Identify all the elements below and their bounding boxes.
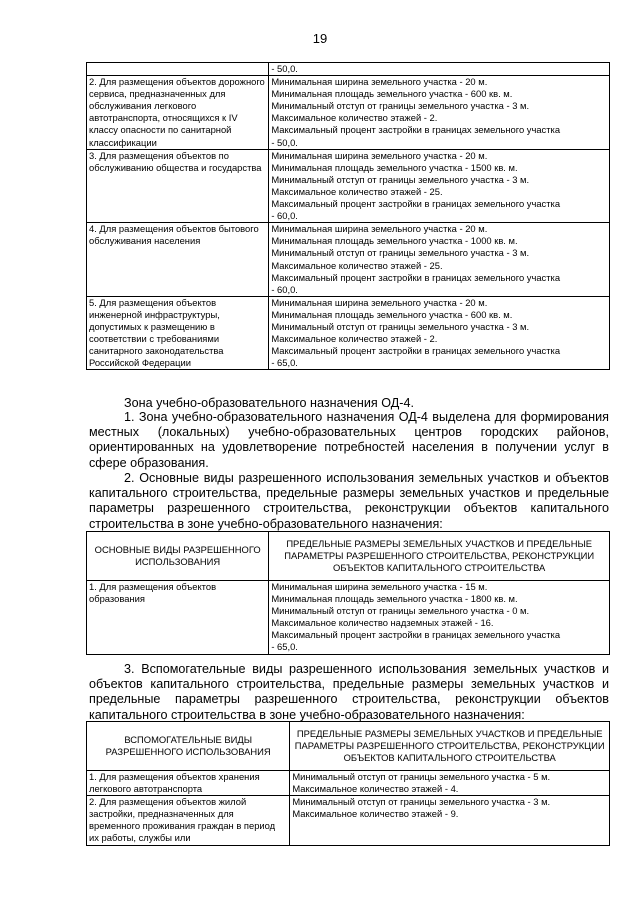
use-type-cell: 2. Для размещения объектов дорожного сервиса, предназначенных для обслуживания легкового автотранспорта, относящихся к IV классу опасности по санитарной классификации bbox=[87, 76, 269, 150]
parameter-line: - 50,0. bbox=[271, 63, 298, 74]
parameter-line: - 65,0. bbox=[271, 641, 298, 653]
parameters-cell bbox=[269, 296, 610, 370]
parameter-line: Максимальное количество этажей - 25. bbox=[271, 259, 443, 271]
parameter-line: - 60,0. bbox=[271, 283, 298, 295]
header-cell-uses: ВСПОМОГАТЕЛЬНЫЕ ВИДЫ РАЗРЕШЕННОГО ИСПОЛЬЗОВАНИЯ bbox=[87, 722, 290, 771]
parameter-line: Максимальное количество этажей - 2. bbox=[271, 333, 438, 345]
table-row bbox=[87, 796, 610, 845]
parameter-line: Максимальный процент застройки в границах земельного участка bbox=[271, 271, 561, 283]
parameter-line: - 50,0. bbox=[271, 136, 298, 148]
parameter-line: Минимальный отступ от границы земельного участка - 3 м. bbox=[271, 173, 530, 185]
parameters-cell bbox=[269, 76, 610, 150]
parameter-line: Максимальное количество этажей - 2. bbox=[271, 112, 438, 124]
parameter-line: Минимальная ширина земельного участка - 15 м. bbox=[271, 581, 488, 592]
parameter-line: Минимальная ширина земельного участка - 20 м. bbox=[271, 76, 488, 88]
table-row bbox=[87, 149, 610, 223]
parameter-line: Минимальная площадь земельного участка - 600 кв. м. bbox=[271, 88, 513, 100]
table-header-row bbox=[87, 532, 610, 581]
parameters-cell bbox=[269, 223, 610, 297]
use-type-cell bbox=[87, 63, 269, 76]
parameter-line: Минимальный отступ от границы земельного участка - 3 м. bbox=[271, 100, 530, 112]
table-row bbox=[87, 581, 610, 655]
parameter-line: Минимальная площадь земельного участка - 1800 кв. м. bbox=[271, 593, 518, 605]
parameters-cell bbox=[269, 149, 610, 223]
parameter-line: Минимальная ширина земельного участка - 20 м. bbox=[271, 149, 488, 161]
table-auxiliary-uses bbox=[86, 721, 610, 846]
table-main-uses bbox=[86, 531, 610, 655]
table-row bbox=[87, 771, 610, 796]
table-row bbox=[87, 223, 610, 297]
use-type-cell: 5. Для размещения объектов инженерной инфраструктуры, допустимых к размещению в соответствии с требованиями санитарного законодательства Российской Федерации bbox=[87, 296, 269, 370]
use-type-cell: 1. Для размещения объектов хранения легкового автотранспорта bbox=[87, 771, 290, 796]
parameter-line: Максимальный процент застройки в границах земельного участка bbox=[271, 198, 561, 210]
table-body bbox=[87, 771, 610, 846]
table-header-row bbox=[87, 722, 610, 771]
table-body bbox=[87, 581, 610, 655]
parameter-line: Минимальная площадь земельного участка - 600 кв. м. bbox=[271, 308, 513, 320]
parameter-line: Минимальная ширина земельного участка - 20 м. bbox=[271, 296, 488, 308]
use-type-cell: 3. Для размещения объектов по обслуживанию общества и государства bbox=[87, 149, 269, 223]
parameter-line: Минимальный отступ от границы земельного участка - 3 м. bbox=[292, 796, 551, 808]
parameter-line: Максимальный процент застройки в границах земельного участка bbox=[271, 345, 561, 357]
table-row bbox=[87, 63, 610, 76]
parameters-cell bbox=[290, 796, 610, 845]
parameter-line: Минимальный отступ от границы земельного участка - 0 м. bbox=[271, 605, 530, 617]
use-type-cell: 1. Для размещения объектов образования bbox=[87, 581, 269, 655]
parameter-line: Максимальное количество этажей - 25. bbox=[271, 185, 443, 197]
parameter-line: Максимальное количество этажей - 4. bbox=[292, 783, 459, 795]
paragraph-zone-description: 1. Зона учебно-образовательного назначения ОД-4 выделена для формирования местных (локальных) учебно-образовательных центров городских районов, ориентированных на удовлетворение потребностей населения в получении услуг в сфере образования. bbox=[89, 410, 609, 470]
parameter-line: Минимальный отступ от границы земельного участка - 3 м. bbox=[271, 320, 530, 332]
header-cell-params: ПРЕДЕЛЬНЫЕ РАЗМЕРЫ ЗЕМЕЛЬНЫХ УЧАСТКОВ И ПРЕДЕЛЬНЫЕ ПАРАМЕТРЫ РАЗРЕШЕННОГО СТРОИТЕЛЬСТВА, РЕКОНСТРУКЦИИ ОБЪЕКТОВ КАПИТАЛЬНОГО СТРОИТЕЛЬСТВА bbox=[269, 532, 610, 581]
table-od3-continuation bbox=[86, 62, 610, 370]
parameter-line: - 65,0. bbox=[271, 357, 298, 369]
parameter-line: Максимальный процент застройки в границах земельного участка bbox=[271, 124, 561, 136]
parameter-line: Максимальный процент застройки в границах земельного участка bbox=[271, 629, 561, 641]
header-cell-uses: ОСНОВНЫЕ ВИДЫ РАЗРЕШЕННОГО ИСПОЛЬЗОВАНИЯ bbox=[87, 532, 269, 581]
parameter-line: - 60,0. bbox=[271, 210, 298, 222]
header-cell-params: ПРЕДЕЛЬНЫЕ РАЗМЕРЫ ЗЕМЕЛЬНЫХ УЧАСТКОВ И ПРЕДЕЛЬНЫЕ ПАРАМЕТРЫ РАЗРЕШЕННОГО СТРОИТЕЛЬСТВА, РЕКОНСТРУКЦИИ ОБЪЕКТОВ КАПИТАЛЬНОГО СТРОИТЕЛЬСТВА bbox=[290, 722, 610, 771]
table-body bbox=[87, 63, 610, 370]
page-number: 19 bbox=[312, 31, 328, 46]
table-row bbox=[87, 296, 610, 370]
parameter-line: Минимальный отступ от границы земельного участка - 5 м. bbox=[292, 771, 551, 782]
use-type-cell: 2. Для размещения объектов жилой застройки, предназначенных для временного проживания граждан в период их работы, службы или bbox=[87, 796, 290, 845]
use-type-cell: 4. Для размещения объектов бытового обслуживания населения bbox=[87, 223, 269, 297]
parameter-line: Максимальное количество надземных этажей - 16. bbox=[271, 617, 494, 629]
parameters-cell bbox=[290, 771, 610, 796]
zone-heading: Зона учебно-образовательного назначения ОД-4. bbox=[124, 396, 414, 410]
parameters-cell bbox=[269, 581, 610, 655]
parameters-cell bbox=[269, 63, 610, 76]
parameter-line: Минимальная площадь земельного участка - 1500 кв. м. bbox=[271, 161, 518, 173]
parameter-line: Минимальная площадь земельного участка - 1000 кв. м. bbox=[271, 235, 518, 247]
parameter-line: Минимальный отступ от границы земельного участка - 3 м. bbox=[271, 247, 530, 259]
table-row bbox=[87, 76, 610, 150]
parameter-line: Минимальная ширина земельного участка - 20 м. bbox=[271, 223, 488, 235]
paragraph-auxiliary-uses-intro: 3. Вспомогательные виды разрешенного использования земельных участков и объектов капитального строительства, предельные размеры земельных участков и предельные параметры разрешенного строительства, реконструкции объектов капитального строительства в зоне учебно-образовательного назначения: bbox=[89, 662, 609, 722]
paragraph-main-uses-intro: 2. Основные виды разрешенного использования земельных участков и объектов капитального строительства, предельные размеры земельных участков и предельные параметры разрешенного строительства, реконструкции объектов капитального строительства в зоне учебно-образовательного назначения: bbox=[89, 471, 609, 531]
parameter-line: Максимальное количество этажей - 9. bbox=[292, 808, 459, 820]
